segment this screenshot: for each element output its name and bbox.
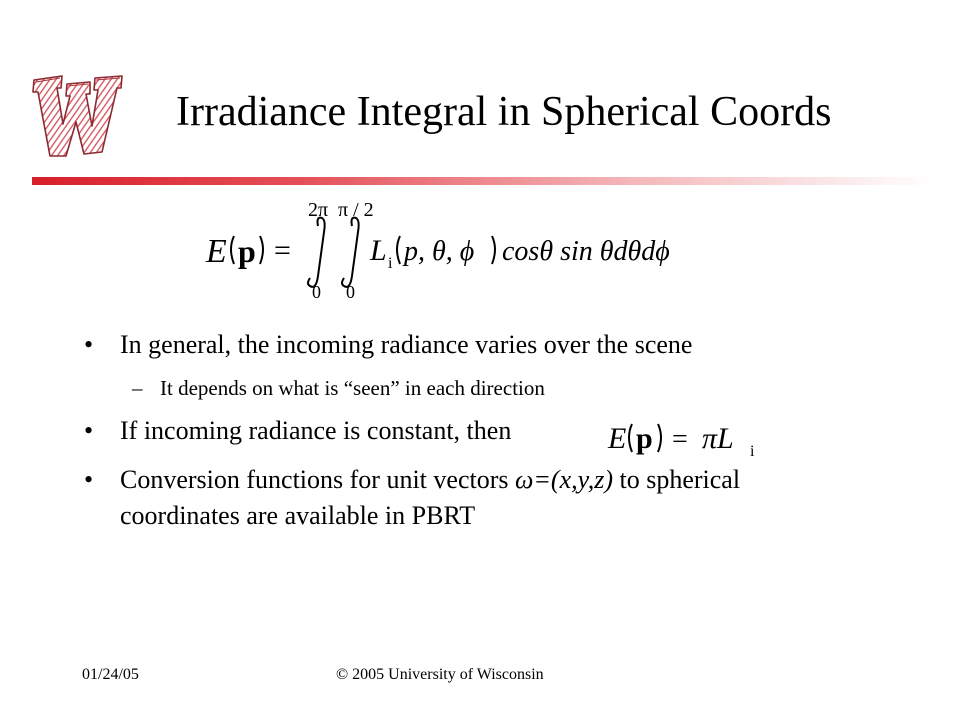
eq2-rhs-sub: i <box>750 443 755 460</box>
eq-upper-limit-inner: π / 2 <box>338 199 374 221</box>
sub-bullet-seen <box>132 376 545 401</box>
bullet-dot: • <box>84 465 94 494</box>
footer-copyright: © 2005 University of Wisconsin <box>336 666 544 683</box>
bullet-dot: • <box>84 416 94 445</box>
constant-irradiance-equation <box>606 414 776 460</box>
bullet-general-radiance <box>84 330 692 360</box>
eq2-rhs: πL <box>702 422 734 455</box>
bullet-text-line2: coordinates are available in PBRT <box>120 501 476 530</box>
eq-trig-terms: cosθ sin θdθdϕ <box>502 236 670 267</box>
bullet-text: In general, the incoming radiance varies over the scene <box>120 330 693 359</box>
omega-symbol: ω <box>515 465 534 494</box>
bullet-text-part: to spherical <box>612 465 741 494</box>
integral-sign-outer <box>308 218 325 287</box>
eq-radiance-sub: i <box>388 255 393 272</box>
eq-lhs-p: p <box>238 233 256 269</box>
wisconsin-w-logo <box>28 66 128 162</box>
eq2-lhs-e: E <box>608 422 627 455</box>
sub-bullet-dash: – <box>132 376 143 400</box>
bullet-text-line1 <box>84 462 740 498</box>
bullet-text: If incoming radiance is constant, then <box>120 416 512 445</box>
sub-bullet-text: It depends on what is “seen” in each direction <box>160 376 545 400</box>
bullet-conversion-functions <box>84 462 740 534</box>
eq-lower-limit-outer: 0 <box>312 282 321 302</box>
slide-title: Irradiance Integral in Spherical Coords <box>176 89 832 135</box>
footer-date: 01/24/05 <box>82 666 139 683</box>
eq-lhs-e: E <box>206 233 227 270</box>
eq2-lhs-p: p <box>636 422 653 455</box>
title-divider <box>32 177 932 185</box>
vector-notation: =(x,y,z) <box>533 465 613 494</box>
integral-sign-inner <box>342 218 359 287</box>
eq2-equals: = <box>672 424 688 455</box>
bullet-text-part: Conversion functions for unit vectors <box>120 465 515 494</box>
irradiance-equation <box>200 198 740 308</box>
eq-lower-limit-inner: 0 <box>346 282 355 302</box>
eq-equals: = <box>274 234 291 267</box>
bullet-constant-radiance <box>84 416 511 446</box>
eq-radiance-l: L <box>370 234 387 267</box>
bullet-dot: • <box>84 330 94 359</box>
eq-radiance-args: p, θ, ϕ <box>404 236 475 267</box>
eq-upper-limit-outer: 2π <box>308 199 329 221</box>
